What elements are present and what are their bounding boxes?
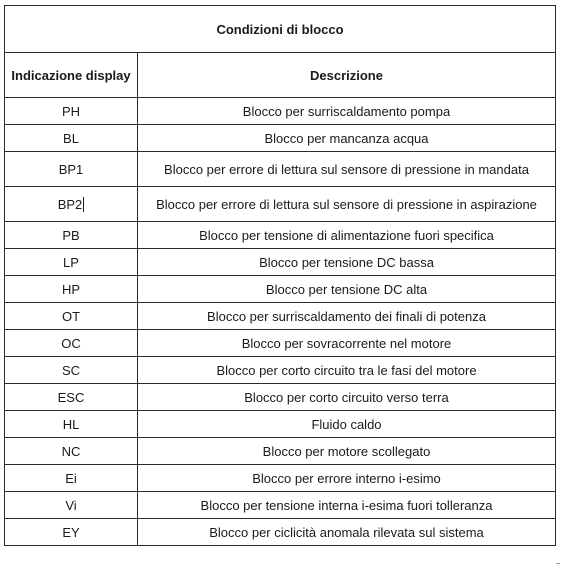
row-code: HP xyxy=(5,276,138,303)
row-description: Blocco per sovracorrente nel motore xyxy=(138,330,556,357)
row-code: Vi xyxy=(5,492,138,519)
row-code: PB xyxy=(5,222,138,249)
row-code-cell[interactable] xyxy=(5,187,138,222)
header-display-code: Indicazione display xyxy=(5,53,138,98)
row-code: SC xyxy=(5,357,138,384)
table-row xyxy=(5,249,556,276)
table-title-row xyxy=(5,6,556,53)
row-code: EY xyxy=(5,519,138,546)
row-description: Blocco per tensione interna i-esima fuori tolleranza xyxy=(138,492,556,519)
table-row xyxy=(5,357,556,384)
row-code: PH xyxy=(5,98,138,125)
row-description: Blocco per errore di lettura sul sensore di pressione in mandata xyxy=(138,152,556,187)
row-description: Fluido caldo xyxy=(138,411,556,438)
row-code: OC xyxy=(5,330,138,357)
row-description: Blocco per tensione DC bassa xyxy=(138,249,556,276)
table-row xyxy=(5,152,556,187)
header-description: Descrizione xyxy=(138,53,556,98)
row-description: Blocco per corto circuito tra le fasi del motore xyxy=(138,357,556,384)
table-row xyxy=(5,492,556,519)
row-description: Blocco per motore scollegato xyxy=(138,438,556,465)
row-description: Blocco per surriscaldamento dei finali di potenza xyxy=(138,303,556,330)
row-description: Blocco per mancanza acqua xyxy=(138,125,556,152)
table-row xyxy=(5,411,556,438)
table-row xyxy=(5,519,556,546)
row-description: Blocco per ciclicità anomala rilevata sul sistema xyxy=(138,519,556,546)
row-code: BP2 xyxy=(57,196,83,212)
table-row xyxy=(5,276,556,303)
table-row xyxy=(5,384,556,411)
row-description: Blocco per errore di lettura sul sensore di pressione in aspirazione xyxy=(138,187,556,222)
table-row xyxy=(5,465,556,492)
table-row xyxy=(5,330,556,357)
row-description: Blocco per corto circuito verso terra xyxy=(138,384,556,411)
table-row xyxy=(5,98,556,125)
row-code: OT xyxy=(5,303,138,330)
row-description: Blocco per tensione DC alta xyxy=(138,276,556,303)
table-row xyxy=(5,125,556,152)
block-conditions-table xyxy=(4,5,556,546)
table-row xyxy=(5,438,556,465)
row-description: Blocco per surriscaldamento pompa xyxy=(138,98,556,125)
row-code: BP1 xyxy=(5,152,138,187)
table-row xyxy=(5,222,556,249)
row-code: NC xyxy=(5,438,138,465)
row-code: HL xyxy=(5,411,138,438)
row-code: ESC xyxy=(5,384,138,411)
table-row xyxy=(5,303,556,330)
resize-corner-mark xyxy=(556,563,560,564)
row-description: Blocco per tensione di alimentazione fuori specifica xyxy=(138,222,556,249)
row-code: LP xyxy=(5,249,138,276)
row-code: Ei xyxy=(5,465,138,492)
row-description: Blocco per errore interno i-esimo xyxy=(138,465,556,492)
table-header-row xyxy=(5,53,556,98)
text-cursor xyxy=(83,197,84,212)
table-row xyxy=(5,187,556,222)
row-code: BL xyxy=(5,125,138,152)
table-title: Condizioni di blocco xyxy=(5,6,556,53)
